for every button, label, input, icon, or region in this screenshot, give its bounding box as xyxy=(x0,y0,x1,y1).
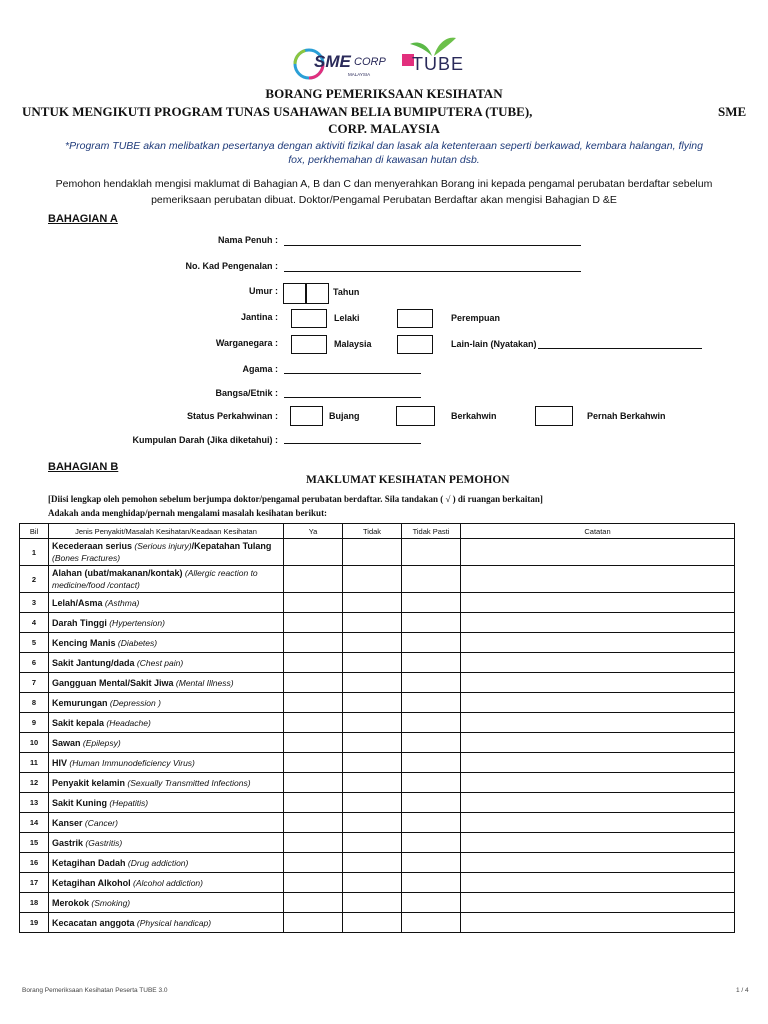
row-number: 2 xyxy=(20,566,49,593)
berkahwin-label: Berkahwin xyxy=(451,411,497,421)
status-label: Status Perkahwinan : xyxy=(186,411,278,421)
condition-english: (Headache) xyxy=(106,717,151,728)
ic-label: No. Kad Pengenalan : xyxy=(185,261,278,271)
warganegara-label: Warganegara : xyxy=(215,338,278,348)
condition-cell xyxy=(49,733,284,753)
condition-cell xyxy=(49,833,284,853)
ya-cell[interactable] xyxy=(284,613,343,633)
catatan-cell[interactable] xyxy=(461,893,735,913)
col-tidak: Tidak xyxy=(343,524,402,539)
table-row xyxy=(20,613,735,633)
table-row xyxy=(20,693,735,713)
condition-cell xyxy=(49,773,284,793)
condition-name: Kecacatan anggota xyxy=(52,917,135,928)
tidak-pasti-cell[interactable] xyxy=(402,539,461,566)
row-number: 15 xyxy=(20,833,49,853)
tidak-pasti-cell[interactable] xyxy=(402,613,461,633)
condition-cell xyxy=(49,693,284,713)
form-subtitle-line3: CORP. MALAYSIA xyxy=(328,121,440,136)
catatan-cell[interactable] xyxy=(461,713,735,733)
catatan-cell[interactable] xyxy=(461,913,735,933)
table-row xyxy=(20,893,735,913)
table-row xyxy=(20,773,735,793)
tidak-pasti-cell[interactable] xyxy=(402,693,461,713)
tidak-cell[interactable] xyxy=(343,753,402,773)
section-b-subtitle: MAKLUMAT KESIHATAN PEMOHON xyxy=(306,474,510,486)
table-row xyxy=(20,566,735,593)
ya-cell[interactable] xyxy=(284,853,343,873)
tidak-cell[interactable] xyxy=(343,813,402,833)
tidak-pasti-cell[interactable] xyxy=(402,733,461,753)
tidak-pasti-cell[interactable] xyxy=(402,853,461,873)
tidak-pasti-cell[interactable] xyxy=(402,773,461,793)
tidak-cell[interactable] xyxy=(343,773,402,793)
ya-cell[interactable] xyxy=(284,593,343,613)
catatan-cell[interactable] xyxy=(461,853,735,873)
row-number: 18 xyxy=(20,893,49,913)
row-number: 3 xyxy=(20,593,49,613)
tidak-cell[interactable] xyxy=(343,713,402,733)
condition-name: Alahan (ubat/makanan/kontak) xyxy=(52,568,183,578)
jantina-label: Jantina : xyxy=(240,312,278,322)
tidak-pasti-cell[interactable] xyxy=(402,873,461,893)
row-number: 8 xyxy=(20,693,49,713)
condition-cell xyxy=(49,566,284,593)
catatan-cell[interactable] xyxy=(461,813,735,833)
table-row xyxy=(20,713,735,733)
condition-english: (Sexually Transmitted Infections) xyxy=(127,777,251,788)
tidak-cell[interactable] xyxy=(343,613,402,633)
col-ya: Ya xyxy=(284,524,343,539)
umur-box-2[interactable] xyxy=(306,283,329,304)
row-number: 16 xyxy=(20,853,49,873)
condition-cell xyxy=(49,873,284,893)
ya-cell[interactable] xyxy=(284,633,343,653)
condition-english: (Hepatitis) xyxy=(109,797,149,808)
condition-name: Sakit kepala xyxy=(52,717,105,728)
condition-name: Sakit Kuning xyxy=(52,797,108,808)
tidak-cell[interactable] xyxy=(343,593,402,613)
nama-input-line[interactable] xyxy=(284,245,581,246)
condition-cell xyxy=(49,793,284,813)
condition-english: (Mental Illness) xyxy=(175,677,234,688)
berkahwin-checkbox[interactable] xyxy=(396,406,435,426)
condition-name: Merokok xyxy=(52,897,90,908)
condition-cell xyxy=(49,853,284,873)
table-header-row xyxy=(20,524,735,539)
catatan-cell[interactable] xyxy=(461,633,735,653)
row-number: 5 xyxy=(20,633,49,653)
section-b-instruction: [Diisi lengkap oleh pemohon sebelum berjumpa doktor/pengamal perubatan berdaftar. Sila tandakan ( √ ) di ruangan berkaitan] xyxy=(48,494,543,504)
ya-cell[interactable] xyxy=(284,653,343,673)
catatan-cell[interactable] xyxy=(461,593,735,613)
condition-name: Ketagihan Alkohol xyxy=(52,877,131,888)
condition-name: Gastrik xyxy=(52,837,84,848)
table-row xyxy=(20,793,735,813)
ya-cell[interactable] xyxy=(284,713,343,733)
condition-english: (Allergic reaction to medicine/food /contact) xyxy=(52,568,258,590)
umur-label: Umur : xyxy=(249,286,278,296)
tidak-pasti-cell[interactable] xyxy=(402,753,461,773)
ya-cell[interactable] xyxy=(284,673,343,693)
condition-english: (Drug addiction) xyxy=(127,857,189,868)
table-row xyxy=(20,873,735,893)
bujang-checkbox[interactable] xyxy=(290,406,323,426)
table-row xyxy=(20,673,735,693)
condition-english: (Diabetes) xyxy=(117,637,158,648)
form-subtitle-right: SME xyxy=(718,104,747,119)
pernah-berkahwin-label: Pernah Berkahwin xyxy=(587,411,666,421)
darah-label: Kumpulan Darah (Jika diketahui) : xyxy=(132,435,278,445)
col-tidak-pasti: Tidak Pasti xyxy=(402,524,461,539)
tidak-cell[interactable] xyxy=(343,873,402,893)
table-row xyxy=(20,833,735,853)
condition-name: Sakit Jantung/dada xyxy=(52,657,135,668)
tidak-pasti-cell[interactable] xyxy=(402,793,461,813)
table-row xyxy=(20,633,735,653)
tidak-pasti-cell[interactable] xyxy=(402,566,461,593)
row-number: 12 xyxy=(20,773,49,793)
footer-right: 1 / 4 xyxy=(736,987,749,994)
health-table xyxy=(19,523,735,933)
catatan-cell[interactable] xyxy=(461,793,735,813)
row-number: 6 xyxy=(20,653,49,673)
condition-cell xyxy=(49,913,284,933)
col-jenis: Jenis Penyakit/Masalah Kesihatan/Keadaan Kesihatan xyxy=(49,524,284,539)
condition-english: (Cancer) xyxy=(84,817,118,828)
row-number: 11 xyxy=(20,753,49,773)
condition-english-2: (Bones Fractures) xyxy=(52,553,121,563)
condition-cell xyxy=(49,753,284,773)
row-number: 19 xyxy=(20,913,49,933)
smecorp-logo xyxy=(292,44,388,84)
tidak-cell[interactable] xyxy=(343,633,402,653)
condition-english: (Gastritis) xyxy=(85,837,123,848)
tube-logo-text: TUBE xyxy=(412,54,465,74)
tidak-cell[interactable] xyxy=(343,693,402,713)
ya-cell[interactable] xyxy=(284,566,343,593)
ya-cell[interactable] xyxy=(284,873,343,893)
tidak-cell[interactable] xyxy=(343,539,402,566)
table-row xyxy=(20,913,735,933)
tidak-pasti-cell[interactable] xyxy=(402,653,461,673)
tidak-pasti-cell[interactable] xyxy=(402,913,461,933)
catatan-cell[interactable] xyxy=(461,613,735,633)
section-a-heading: BAHAGIAN A xyxy=(48,213,118,225)
condition-cell xyxy=(49,713,284,733)
ya-cell[interactable] xyxy=(284,693,343,713)
bangsa-input-line[interactable] xyxy=(284,397,421,398)
col-catatan: Catatan xyxy=(461,524,735,539)
table-row xyxy=(20,653,735,673)
catatan-cell[interactable] xyxy=(461,833,735,853)
condition-cell xyxy=(49,593,284,613)
malaysia-label: Malaysia xyxy=(334,339,372,349)
row-number: 17 xyxy=(20,873,49,893)
condition-name: Lelah/Asma xyxy=(52,597,103,608)
ya-cell[interactable] xyxy=(284,833,343,853)
condition-cell xyxy=(49,633,284,653)
condition-name: Penyakit kelamin xyxy=(52,777,126,788)
perempuan-label: Perempuan xyxy=(451,313,501,323)
catatan-cell[interactable] xyxy=(461,733,735,753)
malaysia-logo-text: MALAYSIA xyxy=(348,72,371,77)
tidak-pasti-cell[interactable] xyxy=(402,713,461,733)
condition-english: (Smoking) xyxy=(91,897,131,908)
row-number: 14 xyxy=(20,813,49,833)
catatan-cell[interactable] xyxy=(461,753,735,773)
tidak-pasti-cell[interactable] xyxy=(402,593,461,613)
condition-name: Sawan xyxy=(52,737,81,748)
perempuan-checkbox[interactable] xyxy=(397,309,433,328)
program-note-line1: *Program TUBE akan melibatkan pesertanya dengan aktiviti fizikal dan lasak ala ketenteraan seperti berkawad, kembara halangan, flying xyxy=(65,140,703,152)
pernah-berkahwin-checkbox[interactable] xyxy=(535,406,573,426)
tidak-pasti-cell[interactable] xyxy=(402,813,461,833)
form-title: BORANG PEMERIKSAAN KESIHATAN xyxy=(265,86,503,101)
condition-name: Kemurungan xyxy=(52,697,108,708)
table-row xyxy=(20,593,735,613)
corp-logo-text: CORP xyxy=(354,56,386,68)
program-note-line2: fox, perkhemahan di kawasan hutan dsb. xyxy=(288,154,480,166)
ya-cell[interactable] xyxy=(284,753,343,773)
catatan-cell[interactable] xyxy=(461,539,735,566)
catatan-cell[interactable] xyxy=(461,693,735,713)
section-b-question: Adakah anda menghidap/pernah mengalami masalah kesihatan berikut: xyxy=(48,508,328,518)
tahun-label: Tahun xyxy=(333,287,360,297)
ya-cell[interactable] xyxy=(284,733,343,753)
tidak-pasti-cell[interactable] xyxy=(402,673,461,693)
condition-english: (Asthma) xyxy=(104,597,140,608)
ya-cell[interactable] xyxy=(284,913,343,933)
lelaki-label: Lelaki xyxy=(334,313,360,323)
condition-english: (Physical handicap) xyxy=(136,917,212,928)
condition-english: (Human Immunodeficiency Virus) xyxy=(69,757,195,768)
intro-text-line1: Pemohon hendaklah mengisi maklumat di Bahagian A, B dan C dan menyerahkan Borang ini kepada pengamal perubatan berdaftar sebelum xyxy=(55,178,713,190)
footer-left: Borang Pemeriksaan Kesihatan Peserta TUBE 3.0 xyxy=(22,987,168,994)
lelaki-checkbox[interactable] xyxy=(291,309,327,328)
row-number: 13 xyxy=(20,793,49,813)
condition-english: (Hypertension) xyxy=(109,617,165,628)
tube-logo xyxy=(398,32,470,84)
row-number: 10 xyxy=(20,733,49,753)
condition-name-2: /Kepatahan Tulang xyxy=(191,541,272,551)
ya-cell[interactable] xyxy=(284,793,343,813)
lain-lain-checkbox[interactable] xyxy=(397,335,433,354)
tidak-pasti-cell[interactable] xyxy=(402,893,461,913)
tidak-cell[interactable] xyxy=(343,853,402,873)
condition-name: HIV xyxy=(52,757,68,768)
intro-text-line2: pemeriksaan perubatan dibuat. Doktor/Pengamal Perubatan Berdaftar akan mengisi Bahagian D &E xyxy=(151,194,617,206)
condition-name: Ketagihan Dadah xyxy=(52,857,126,868)
nama-label: Nama Penuh : xyxy=(217,235,278,245)
ya-cell[interactable] xyxy=(284,813,343,833)
ya-cell[interactable] xyxy=(284,773,343,793)
condition-english: (Epilepsy) xyxy=(82,737,121,748)
condition-english: (Depression ) xyxy=(109,697,161,708)
condition-name: Kencing Manis xyxy=(52,637,116,648)
lain-lain-label: Lain-lain (Nyatakan) xyxy=(451,339,537,349)
sme-logo-text: SME xyxy=(314,52,351,71)
condition-cell xyxy=(49,813,284,833)
darah-input-line[interactable] xyxy=(284,443,421,444)
agama-input-line[interactable] xyxy=(284,373,421,374)
tidak-pasti-cell[interactable] xyxy=(402,633,461,653)
condition-english: (Chest pain) xyxy=(136,657,184,668)
malaysia-checkbox[interactable] xyxy=(291,335,327,354)
form-subtitle: UNTUK MENGIKUTI PROGRAM TUNAS USAHAWAN BELIA BUMIPUTERA (TUBE), xyxy=(22,104,533,119)
condition-name: Gangguan Mental/Sakit Jiwa xyxy=(52,677,174,688)
tidak-cell[interactable] xyxy=(343,653,402,673)
bangsa-label: Bangsa/Etnik : xyxy=(215,388,278,398)
condition-cell xyxy=(49,539,284,566)
bujang-label: Bujang xyxy=(329,411,360,421)
ic-input-line[interactable] xyxy=(284,271,581,272)
tidak-pasti-cell[interactable] xyxy=(402,833,461,853)
catatan-cell[interactable] xyxy=(461,773,735,793)
tidak-cell[interactable] xyxy=(343,566,402,593)
condition-cell xyxy=(49,653,284,673)
condition-name: Kanser xyxy=(52,817,83,828)
tidak-cell[interactable] xyxy=(343,793,402,813)
section-b-heading: BAHAGIAN B xyxy=(48,461,119,473)
table-row xyxy=(20,539,735,566)
catatan-cell[interactable] xyxy=(461,673,735,693)
table-row xyxy=(20,753,735,773)
condition-cell xyxy=(49,893,284,913)
catatan-cell[interactable] xyxy=(461,873,735,893)
table-row xyxy=(20,733,735,753)
tidak-cell[interactable] xyxy=(343,733,402,753)
condition-cell xyxy=(49,613,284,633)
condition-cell xyxy=(49,673,284,693)
table-row xyxy=(20,813,735,833)
condition-name: Kecederaan serius xyxy=(52,541,133,551)
tidak-cell[interactable] xyxy=(343,673,402,693)
ya-cell[interactable] xyxy=(284,539,343,566)
condition-name: Darah Tinggi xyxy=(52,617,107,628)
ya-cell[interactable] xyxy=(284,893,343,913)
agama-label: Agama : xyxy=(242,364,278,374)
umur-box-1[interactable] xyxy=(283,283,306,304)
tidak-cell[interactable] xyxy=(343,913,402,933)
col-bil: Bil xyxy=(20,524,49,539)
catatan-cell[interactable] xyxy=(461,566,735,593)
condition-english: (Alcohol addiction) xyxy=(133,877,203,888)
lain-lain-input-line[interactable] xyxy=(538,348,702,349)
condition-english: (Serious injury) xyxy=(134,541,192,551)
table-row xyxy=(20,853,735,873)
tidak-cell[interactable] xyxy=(343,833,402,853)
row-number: 1 xyxy=(20,539,49,566)
tidak-cell[interactable] xyxy=(343,893,402,913)
row-number: 4 xyxy=(20,613,49,633)
row-number: 9 xyxy=(20,713,49,733)
row-number: 7 xyxy=(20,673,49,693)
catatan-cell[interactable] xyxy=(461,653,735,673)
